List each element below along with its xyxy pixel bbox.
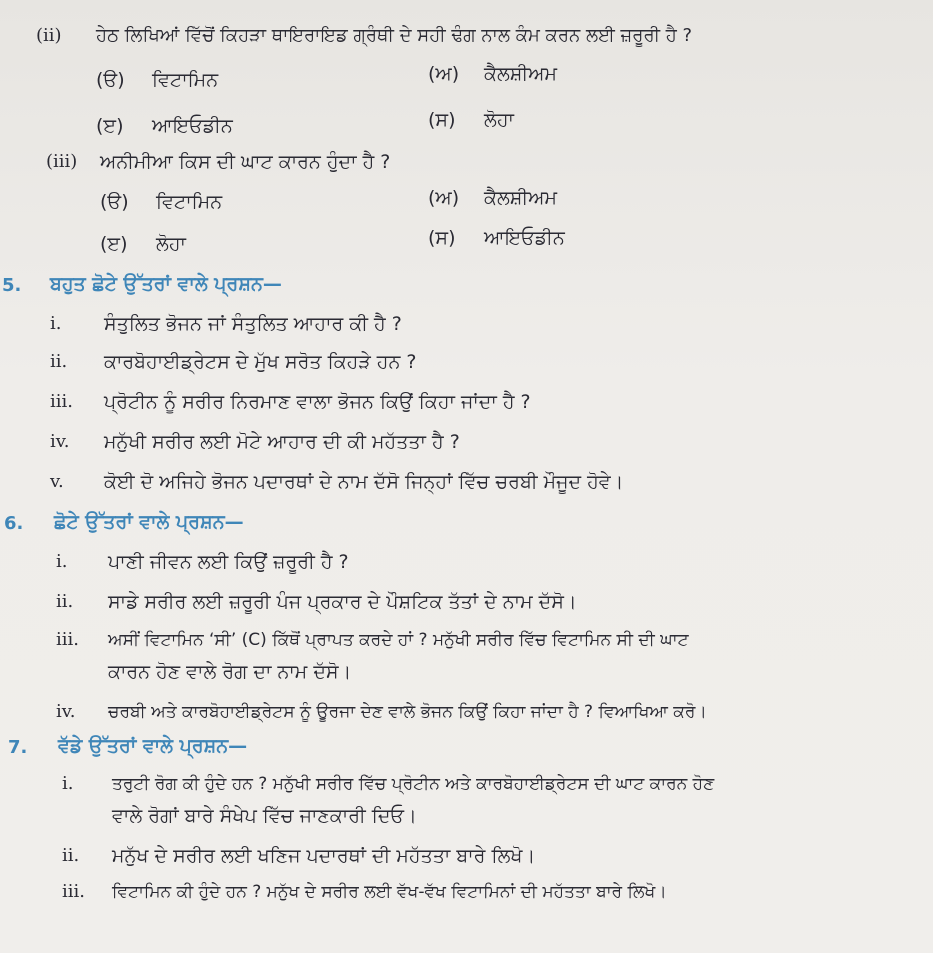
option-label: (ਅ) (428, 187, 460, 209)
list-item-continuation: ਕਾਰਨ ਹੋਣ ਵਾਲੇ ਰੋਗ ਦਾ ਨਾਮ ਦੱਸੋ। (108, 661, 352, 683)
list-item-number: iii. (56, 629, 79, 650)
option-text: ਕੈਲਸ਼ੀਅਮ (484, 187, 558, 209)
list-item-number: v. (50, 471, 64, 492)
option-text: ਆਇਓਡੀਨ (484, 227, 565, 249)
option-text: ਕੈਲਸ਼ੀਅਮ (484, 63, 558, 85)
list-item-number: i. (62, 773, 74, 794)
list-item: ਸੰਤੁਲਿਤ ਭੋਜਨ ਜਾਂ ਸੰਤੁਲਿਤ ਆਹਾਰ ਕੀ ਹੈ ? (104, 313, 402, 335)
option-label: (ਸ) (428, 227, 456, 249)
section-number: 5. (2, 275, 22, 296)
option-label: (ਸ) (428, 109, 456, 131)
list-item-number: iv. (50, 431, 70, 452)
list-item: ਕੋਈ ਦੋ ਅਜਿਹੇ ਭੋਜਨ ਪਦਾਰਥਾਂ ਦੇ ਨਾਮ ਦੱਸੋ ਜਿਨ੍ਹਾਂ ਵਿੱਚ ਚਰਬੀ ਮੌਜੂਦ ਹੋਵੇ। (104, 471, 624, 493)
question-text: ਅਨੀਮੀਆ ਕਿਸ ਦੀ ਘਾਟ ਕਾਰਨ ਹੁੰਦਾ ਹੈ ? (100, 151, 391, 173)
list-item-number: ii. (50, 351, 68, 372)
list-item-number: ii. (62, 845, 80, 866)
option-label: (ੳ) (100, 191, 129, 213)
list-item: ਅਸੀਂ ਵਿਟਾਮਿਨ ‘ਸੀ’ (C) ਕਿੱਥੋਂ ਪ੍ਰਾਪਤ ਕਰਦੇ ਹਾਂ ? ਮਨੁੱਖੀ ਸਰੀਰ ਵਿੱਚ ਵਿਟਾਮਿਨ ਸੀ ਦੀ ਘਾਟ (108, 630, 689, 650)
list-item: ਮਨੁੱਖ ਦੇ ਸਰੀਰ ਲਈ ਖਣਿਜ ਪਦਾਰਥਾਂ ਦੀ ਮਹੱਤਤਾ ਬਾਰੇ ਲਿਖੋ। (112, 845, 536, 867)
list-item: ਤਰੁਟੀ ਰੋਗ ਕੀ ਹੁੰਦੇ ਹਨ ? ਮਨੁੱਖੀ ਸਰੀਰ ਵਿੱਚ ਪ੍ਰੋਟੀਨ ਅਤੇ ਕਾਰਬੋਹਾਈਡ੍ਰੇਟਸ ਦੀ ਘਾਟ ਕਾਰਨ ਹੋਣ (112, 774, 715, 794)
question-number: (ii) (36, 25, 62, 46)
question-text: ਹੇਠ ਲਿਖਿਆਂ ਵਿੱਚੋਂ ਕਿਹੜਾ ਥਾਇਰਾਇਡ ਗ੍ਰੰਥੀ ਦੇ ਸਹੀ ਢੰਗ ਨਾਲ ਕੰਮ ਕਰਨ ਲਈ ਜ਼ਰੂਰੀ ਹੈ ? (96, 25, 693, 46)
list-item: ਮਨੁੱਖੀ ਸਰੀਰ ਲਈ ਮੋਟੇ ਆਹਾਰ ਦੀ ਕੀ ਮਹੱਤਤਾ ਹੈ ? (104, 431, 460, 453)
list-item-continuation: ਵਾਲੇ ਰੋਗਾਂ ਬਾਰੇ ਸੰਖੇਪ ਵਿੱਚ ਜਾਣਕਾਰੀ ਦਿਓ। (112, 805, 417, 827)
list-item: ਵਿਟਾਮਿਨ ਕੀ ਹੁੰਦੇ ਹਨ ? ਮਨੁੱਖ ਦੇ ਸਰੀਰ ਲਈ ਵੱਖ-ਵੱਖ ਵਿਟਾਮਿਨਾਂ ਦੀ ਮਹੱਤਤਾ ਬਾਰੇ ਲਿਖੋ। (112, 882, 667, 902)
option-text: ਆਇਓਡੀਨ (152, 115, 233, 137)
list-item: ਚਰਬੀ ਅਤੇ ਕਾਰਬੋਹਾਈਡ੍ਰੇਟਸ ਨੂੰ ਊਰਜਾ ਦੇਣ ਵਾਲੇ ਭੋਜਨ ਕਿਉਂ ਕਿਹਾ ਜਾਂਦਾ ਹੈ ? ਵਿਆਖਿਆ ਕਰੋ। (108, 702, 707, 722)
list-item-number: iv. (56, 701, 76, 722)
option-label: (ਅ) (428, 63, 460, 85)
option-label: (ੳ) (96, 69, 125, 91)
option-text: ਵਿਟਾਮਿਨ (152, 69, 219, 91)
option-text: ਵਿਟਾਮਿਨ (156, 191, 223, 213)
list-item-number: i. (56, 551, 68, 572)
section-number: 7. (8, 737, 28, 758)
section-heading: ਛੋਟੇ ਉੱਤਰਾਂ ਵਾਲੇ ਪ੍ਰਸ਼ਨ— (54, 511, 244, 533)
section-heading: ਬਹੁਤ ਛੋਟੇ ਉੱਤਰਾਂ ਵਾਲੇ ਪ੍ਰਸ਼ਨ— (50, 273, 282, 295)
option-text: ਲੋਹਾ (484, 109, 514, 131)
list-item: ਪ੍ਰੋਟੀਨ ਨੂੰ ਸਰੀਰ ਨਿਰਮਾਣ ਵਾਲਾ ਭੋਜਨ ਕਿਉਂ ਕਿਹਾ ਜਾਂਦਾ ਹੈ ? (104, 391, 531, 413)
option-text: ਲੋਹਾ (156, 233, 186, 255)
list-item-number: iii. (62, 881, 85, 902)
list-item: ਸਾਡੇ ਸਰੀਰ ਲਈ ਜ਼ਰੂਰੀ ਪੰਜ ਪ੍ਰਕਾਰ ਦੇ ਪੌਸ਼ਟਿਕ ਤੱਤਾਂ ਦੇ ਨਾਮ ਦੱਸੋ। (108, 591, 577, 613)
list-item-number: ii. (56, 591, 74, 612)
option-label: (ੲ) (100, 233, 128, 255)
section-number: 6. (4, 513, 24, 534)
section-heading: ਵੱਡੇ ਉੱਤਰਾਂ ਵਾਲੇ ਪ੍ਰਸ਼ਨ— (58, 735, 248, 757)
list-item-number: iii. (50, 391, 73, 412)
question-number: (iii) (46, 151, 78, 172)
list-item: ਪਾਣੀ ਜੀਵਨ ਲਈ ਕਿਉਂ ਜ਼ਰੂਰੀ ਹੈ ? (108, 551, 349, 573)
option-label: (ੲ) (96, 115, 124, 137)
list-item: ਕਾਰਬੋਹਾਈਡ੍ਰੇਟਸ ਦੇ ਮੁੱਖ ਸਰੋਤ ਕਿਹੜੇ ਹਨ ? (104, 351, 417, 373)
list-item-number: i. (50, 313, 62, 334)
